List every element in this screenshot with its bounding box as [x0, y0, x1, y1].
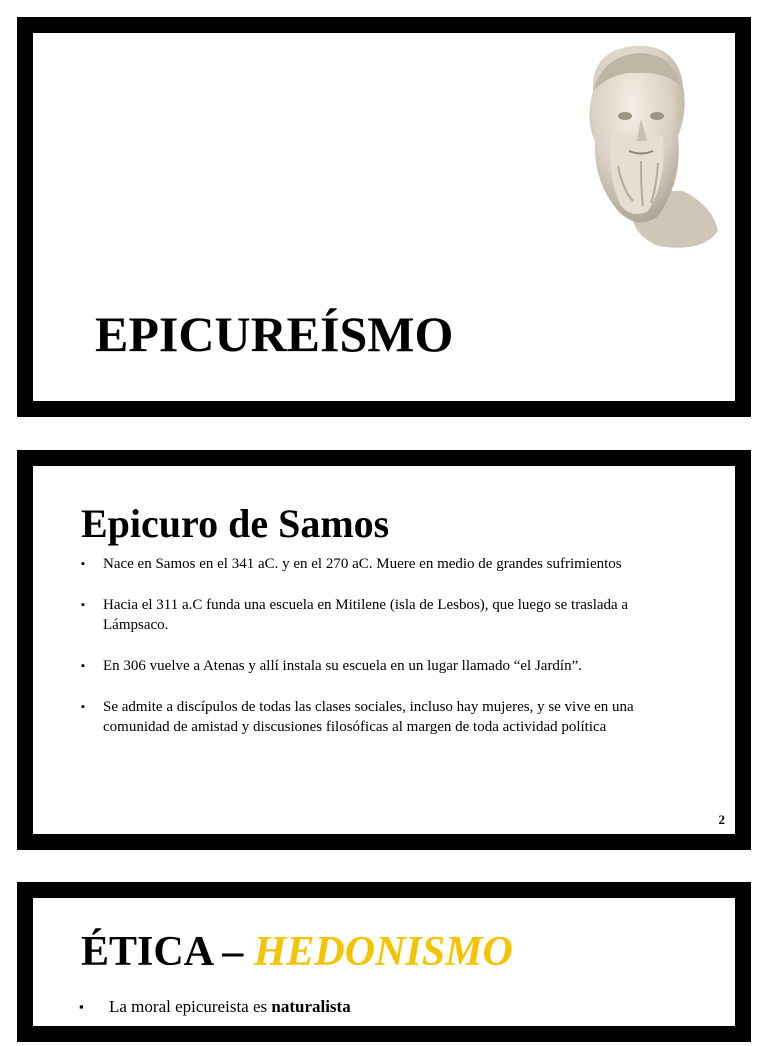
page-number: 2 — [718, 812, 725, 827]
list-item: ▪ Hacia el 311 a.C funda una escuela en Mitilene (isla de Lesbos), que luego se traslada a Lámpsaco. — [81, 597, 629, 633]
slide-title: ÉTICA – HEDONISMO — [81, 929, 513, 975]
slide-title: Epicuro de Samos — [81, 501, 390, 546]
list-item: ▪ En 306 vuelve a Atenas y allí instala su escuela en un lugar llamado “el Jardín”. — [81, 658, 583, 674]
list-item: ▪ La moral epicureista es naturalista — [79, 994, 719, 1020]
list-item: ▪ Para ellos la naturaleza da el criterio del bien (placer) y del mal (dolor) — [79, 1020, 719, 1046]
slide-3 — [17, 882, 751, 1042]
list-item: ▪ Nace en Samos en el 341 aC. y en el 270 aC. Muere en medio de grandes sufrimientos — [81, 556, 622, 572]
bullet-icon: ▪ — [79, 999, 84, 1014]
bullet-icon: ▪ — [79, 1025, 84, 1040]
bullet-list — [79, 994, 719, 1046]
epicurus-bust-icon — [563, 41, 723, 253]
slide-title: EPICUREÍSMO — [95, 306, 454, 362]
bullet-icon: ▪ — [81, 701, 85, 713]
bullet-list — [81, 554, 681, 758]
bullet-icon: ▪ — [81, 558, 85, 570]
slide-1 — [17, 17, 751, 417]
slide-2 — [17, 450, 751, 850]
title-accent: HEDONISMO — [253, 929, 513, 975]
list-item: ▪ Se admite a discípulos de todas las clases sociales, incluso hay mujeres, y se vive en una comunidad de amistad y discusiones filosóficas al margen de toda actividad política — [81, 699, 634, 735]
bullet-icon: ▪ — [81, 660, 85, 672]
bullet-icon: ▪ — [81, 599, 85, 611]
